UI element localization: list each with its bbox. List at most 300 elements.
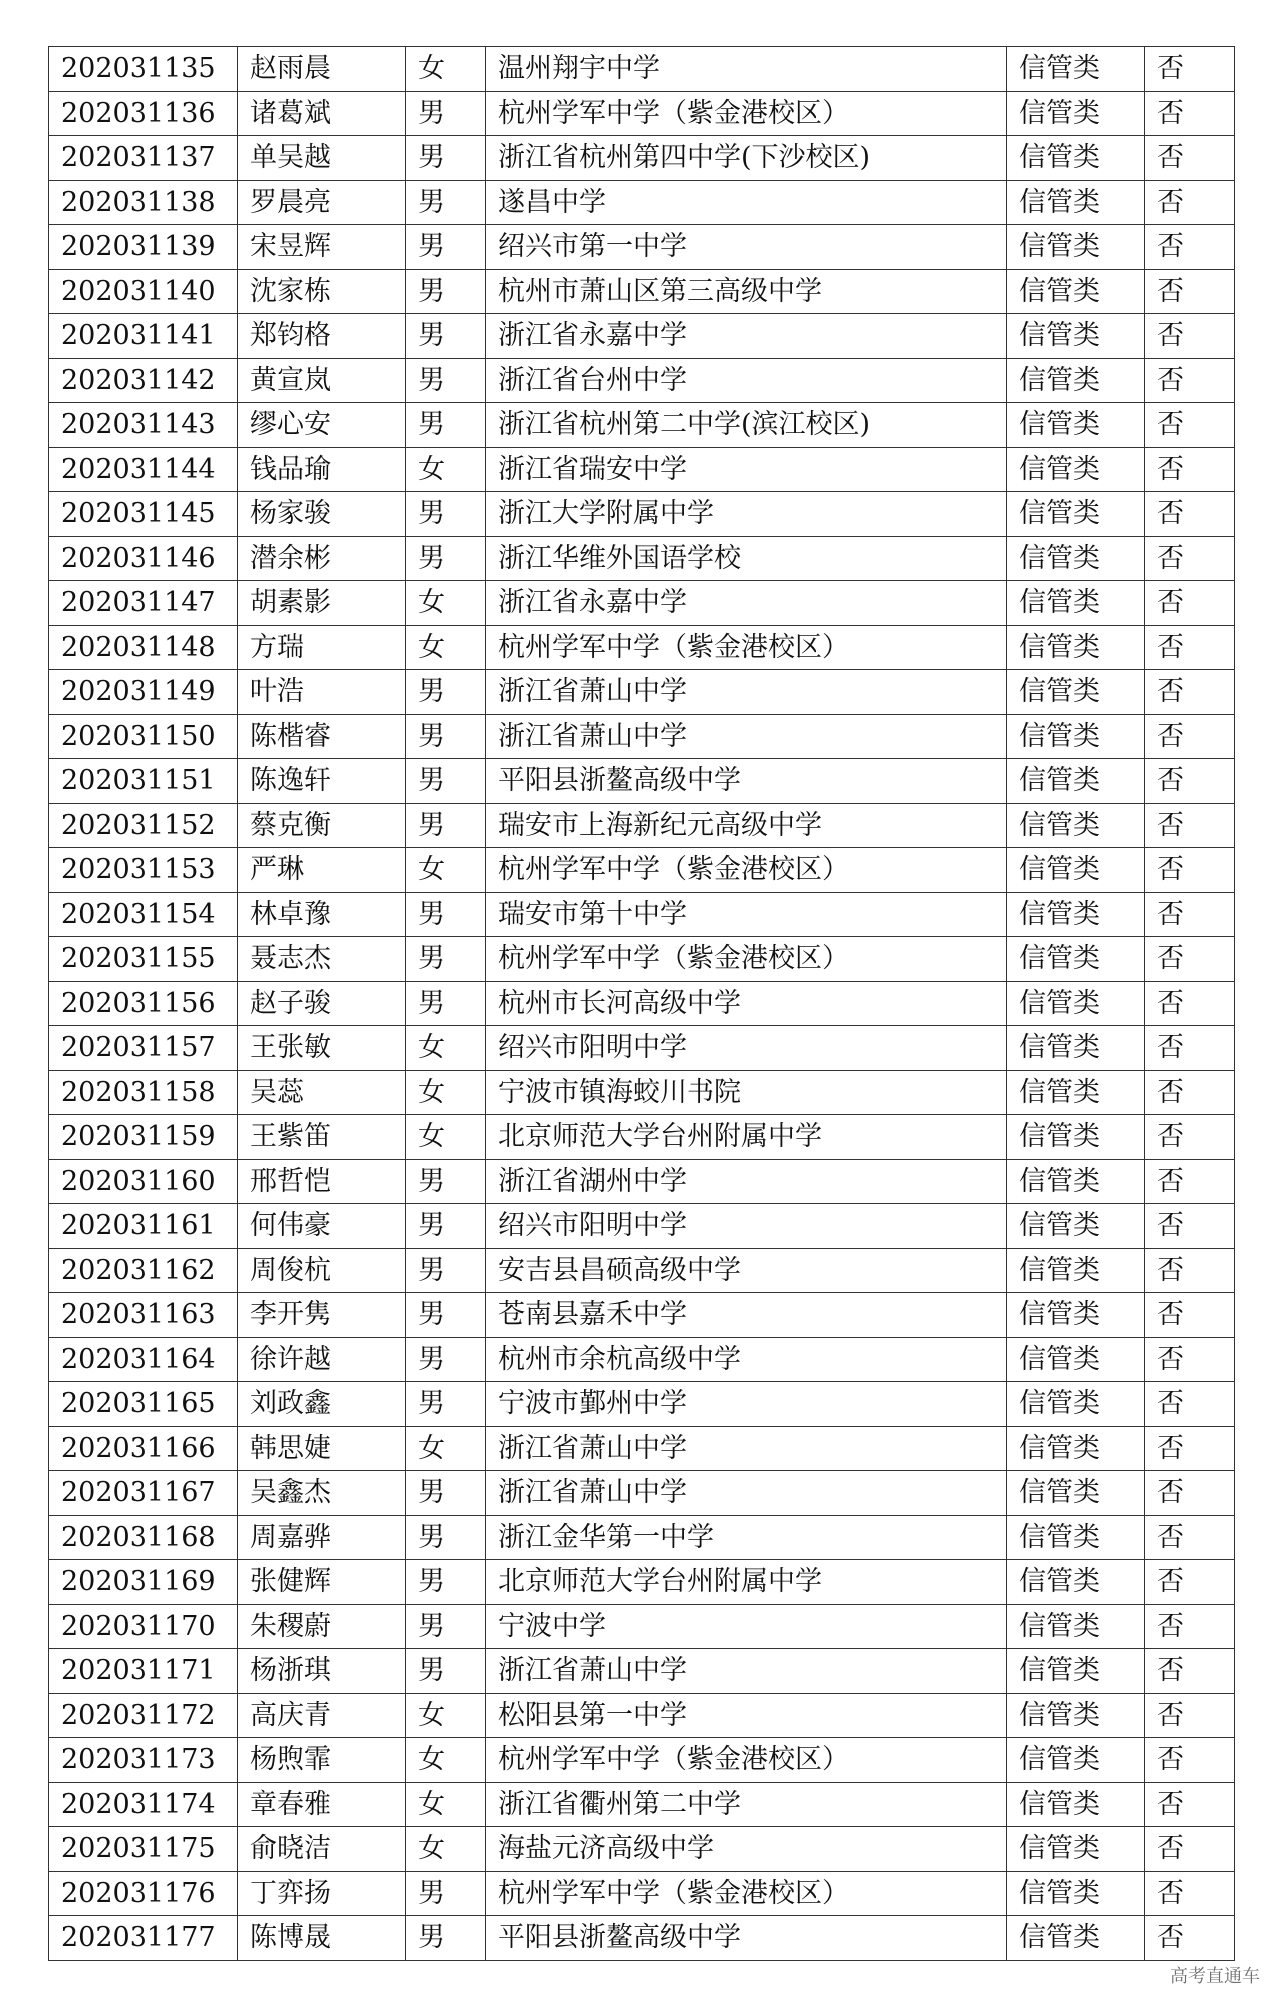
category-cell: 信管类 xyxy=(1007,937,1145,982)
category-cell: 信管类 xyxy=(1007,358,1145,403)
gender-cell: 男 xyxy=(406,1159,486,1204)
school-cell: 宁波中学 xyxy=(486,1604,1007,1649)
school-cell: 海盐元济高级中学 xyxy=(486,1827,1007,1872)
student-id-cell: 202031135 xyxy=(49,47,238,92)
school-cell: 浙江省杭州第四中学(下沙校区) xyxy=(486,136,1007,181)
flag-cell: 否 xyxy=(1145,1070,1235,1115)
gender-cell: 女 xyxy=(406,1693,486,1738)
student-id-cell: 202031139 xyxy=(49,225,238,270)
gender-cell: 男 xyxy=(406,136,486,181)
school-cell: 浙江省瑞安中学 xyxy=(486,447,1007,492)
student-id-cell: 202031172 xyxy=(49,1693,238,1738)
gender-cell: 男 xyxy=(406,1471,486,1516)
category-cell: 信管类 xyxy=(1007,536,1145,581)
student-name-cell: 杨浙琪 xyxy=(238,1649,406,1694)
flag-cell: 否 xyxy=(1145,1782,1235,1827)
flag-cell: 否 xyxy=(1145,714,1235,759)
table-row xyxy=(49,1782,1235,1827)
gender-cell: 女 xyxy=(406,1782,486,1827)
student-id-cell: 202031154 xyxy=(49,892,238,937)
gender-cell: 女 xyxy=(406,1426,486,1471)
school-cell: 瑞安市第十中学 xyxy=(486,892,1007,937)
student-id-cell: 202031141 xyxy=(49,314,238,359)
category-cell: 信管类 xyxy=(1007,136,1145,181)
table-row xyxy=(49,1827,1235,1872)
gender-cell: 男 xyxy=(406,492,486,537)
student-id-cell: 202031152 xyxy=(49,803,238,848)
student-name-cell: 朱稷蔚 xyxy=(238,1604,406,1649)
gender-cell: 男 xyxy=(406,1649,486,1694)
student-name-cell: 郑钧格 xyxy=(238,314,406,359)
gender-cell: 男 xyxy=(406,314,486,359)
school-cell: 浙江省萧山中学 xyxy=(486,1426,1007,1471)
table-row xyxy=(49,625,1235,670)
table-row xyxy=(49,1204,1235,1249)
student-id-cell: 202031146 xyxy=(49,536,238,581)
student-name-cell: 缪心安 xyxy=(238,403,406,448)
student-id-cell: 202031173 xyxy=(49,1738,238,1783)
category-cell: 信管类 xyxy=(1007,1204,1145,1249)
gender-cell: 男 xyxy=(406,1248,486,1293)
student-name-cell: 林卓豫 xyxy=(238,892,406,937)
student-name-cell: 吴鑫杰 xyxy=(238,1471,406,1516)
school-cell: 浙江省萧山中学 xyxy=(486,670,1007,715)
table-row xyxy=(49,1560,1235,1605)
flag-cell: 否 xyxy=(1145,358,1235,403)
category-cell: 信管类 xyxy=(1007,1471,1145,1516)
table-row xyxy=(49,225,1235,270)
category-cell: 信管类 xyxy=(1007,403,1145,448)
student-id-cell: 202031155 xyxy=(49,937,238,982)
table-row xyxy=(49,848,1235,893)
school-cell: 温州翔宇中学 xyxy=(486,47,1007,92)
school-cell: 浙江省萧山中学 xyxy=(486,1649,1007,1694)
gender-cell: 男 xyxy=(406,892,486,937)
table-row xyxy=(49,892,1235,937)
gender-cell: 女 xyxy=(406,47,486,92)
gender-cell: 女 xyxy=(406,625,486,670)
student-name-cell: 邢哲恺 xyxy=(238,1159,406,1204)
category-cell: 信管类 xyxy=(1007,892,1145,937)
school-cell: 杭州市长河高级中学 xyxy=(486,981,1007,1026)
table-row xyxy=(49,447,1235,492)
gender-cell: 男 xyxy=(406,91,486,136)
table-row xyxy=(49,1337,1235,1382)
flag-cell: 否 xyxy=(1145,536,1235,581)
flag-cell: 否 xyxy=(1145,625,1235,670)
student-name-cell: 王张敏 xyxy=(238,1026,406,1071)
student-id-cell: 202031144 xyxy=(49,447,238,492)
student-name-cell: 宋昱辉 xyxy=(238,225,406,270)
gender-cell: 女 xyxy=(406,447,486,492)
gender-cell: 男 xyxy=(406,714,486,759)
school-cell: 绍兴市阳明中学 xyxy=(486,1204,1007,1249)
gender-cell: 女 xyxy=(406,1070,486,1115)
flag-cell: 否 xyxy=(1145,1827,1235,1872)
student-id-cell: 202031169 xyxy=(49,1560,238,1605)
student-id-cell: 202031150 xyxy=(49,714,238,759)
school-cell: 浙江省永嘉中学 xyxy=(486,581,1007,626)
table-row xyxy=(49,1070,1235,1115)
gender-cell: 男 xyxy=(406,269,486,314)
gender-cell: 男 xyxy=(406,1916,486,1961)
student-id-cell: 202031163 xyxy=(49,1293,238,1338)
student-id-cell: 202031149 xyxy=(49,670,238,715)
student-id-cell: 202031140 xyxy=(49,269,238,314)
student-id-cell: 202031165 xyxy=(49,1382,238,1427)
student-id-cell: 202031170 xyxy=(49,1604,238,1649)
category-cell: 信管类 xyxy=(1007,1604,1145,1649)
student-name-cell: 蔡克衡 xyxy=(238,803,406,848)
student-name-cell: 黄宣岚 xyxy=(238,358,406,403)
flag-cell: 否 xyxy=(1145,91,1235,136)
flag-cell: 否 xyxy=(1145,1382,1235,1427)
student-name-cell: 俞晓洁 xyxy=(238,1827,406,1872)
student-name-cell: 刘政鑫 xyxy=(238,1382,406,1427)
flag-cell: 否 xyxy=(1145,1738,1235,1783)
category-cell: 信管类 xyxy=(1007,47,1145,92)
category-cell: 信管类 xyxy=(1007,1115,1145,1160)
category-cell: 信管类 xyxy=(1007,180,1145,225)
category-cell: 信管类 xyxy=(1007,91,1145,136)
table-row xyxy=(49,1649,1235,1694)
student-name-cell: 叶浩 xyxy=(238,670,406,715)
student-name-cell: 丁弈扬 xyxy=(238,1871,406,1916)
flag-cell: 否 xyxy=(1145,180,1235,225)
table-row xyxy=(49,536,1235,581)
category-cell: 信管类 xyxy=(1007,225,1145,270)
school-cell: 浙江省衢州第二中学 xyxy=(486,1782,1007,1827)
table-row xyxy=(49,1515,1235,1560)
student-name-cell: 诸葛斌 xyxy=(238,91,406,136)
table-row xyxy=(49,1026,1235,1071)
school-cell: 浙江华维外国语学校 xyxy=(486,536,1007,581)
category-cell: 信管类 xyxy=(1007,625,1145,670)
student-id-cell: 202031153 xyxy=(49,848,238,893)
gender-cell: 女 xyxy=(406,848,486,893)
student-id-cell: 202031137 xyxy=(49,136,238,181)
flag-cell: 否 xyxy=(1145,1293,1235,1338)
school-cell: 绍兴市第一中学 xyxy=(486,225,1007,270)
student-name-cell: 高庆青 xyxy=(238,1693,406,1738)
student-name-cell: 沈家栋 xyxy=(238,269,406,314)
flag-cell: 否 xyxy=(1145,1204,1235,1249)
category-cell: 信管类 xyxy=(1007,447,1145,492)
gender-cell: 男 xyxy=(406,1560,486,1605)
school-cell: 松阳县第一中学 xyxy=(486,1693,1007,1738)
school-cell: 浙江省湖州中学 xyxy=(486,1159,1007,1204)
gender-cell: 男 xyxy=(406,1604,486,1649)
student-id-cell: 202031167 xyxy=(49,1471,238,1516)
school-cell: 杭州市萧山区第三高级中学 xyxy=(486,269,1007,314)
student-name-cell: 周俊杭 xyxy=(238,1248,406,1293)
student-id-cell: 202031161 xyxy=(49,1204,238,1249)
category-cell: 信管类 xyxy=(1007,1293,1145,1338)
flag-cell: 否 xyxy=(1145,1248,1235,1293)
flag-cell: 否 xyxy=(1145,1115,1235,1160)
table-row xyxy=(49,1159,1235,1204)
flag-cell: 否 xyxy=(1145,492,1235,537)
table-row xyxy=(49,1115,1235,1160)
table-row xyxy=(49,1693,1235,1738)
gender-cell: 男 xyxy=(406,1204,486,1249)
student-name-cell: 胡素影 xyxy=(238,581,406,626)
table-row xyxy=(49,47,1235,92)
school-cell: 杭州市余杭高级中学 xyxy=(486,1337,1007,1382)
table-row xyxy=(49,403,1235,448)
school-cell: 遂昌中学 xyxy=(486,180,1007,225)
category-cell: 信管类 xyxy=(1007,981,1145,1026)
student-name-cell: 何伟豪 xyxy=(238,1204,406,1249)
category-cell: 信管类 xyxy=(1007,714,1145,759)
gender-cell: 男 xyxy=(406,759,486,804)
flag-cell: 否 xyxy=(1145,447,1235,492)
student-name-cell: 徐许越 xyxy=(238,1337,406,1382)
flag-cell: 否 xyxy=(1145,981,1235,1026)
flag-cell: 否 xyxy=(1145,581,1235,626)
table-row xyxy=(49,1738,1235,1783)
table-row xyxy=(49,670,1235,715)
table-row xyxy=(49,180,1235,225)
flag-cell: 否 xyxy=(1145,1871,1235,1916)
category-cell: 信管类 xyxy=(1007,1916,1145,1961)
table-row xyxy=(49,1916,1235,1961)
flag-cell: 否 xyxy=(1145,759,1235,804)
student-name-cell: 李开隽 xyxy=(238,1293,406,1338)
table-row xyxy=(49,803,1235,848)
school-cell: 浙江金华第一中学 xyxy=(486,1515,1007,1560)
student-id-cell: 202031151 xyxy=(49,759,238,804)
student-id-cell: 202031136 xyxy=(49,91,238,136)
table-row xyxy=(49,937,1235,982)
school-cell: 杭州学军中学（紫金港校区） xyxy=(486,848,1007,893)
school-cell: 杭州学军中学（紫金港校区） xyxy=(486,1871,1007,1916)
table-row xyxy=(49,358,1235,403)
student-id-cell: 202031156 xyxy=(49,981,238,1026)
school-cell: 浙江大学附属中学 xyxy=(486,492,1007,537)
student-roster-table xyxy=(48,46,1235,1961)
student-name-cell: 杨家骏 xyxy=(238,492,406,537)
student-id-cell: 202031142 xyxy=(49,358,238,403)
category-cell: 信管类 xyxy=(1007,1159,1145,1204)
flag-cell: 否 xyxy=(1145,1693,1235,1738)
student-name-cell: 聂志杰 xyxy=(238,937,406,982)
school-cell: 北京师范大学台州附属中学 xyxy=(486,1560,1007,1605)
category-cell: 信管类 xyxy=(1007,1871,1145,1916)
gender-cell: 男 xyxy=(406,981,486,1026)
category-cell: 信管类 xyxy=(1007,269,1145,314)
gender-cell: 男 xyxy=(406,803,486,848)
table-row xyxy=(49,269,1235,314)
student-id-cell: 202031177 xyxy=(49,1916,238,1961)
student-name-cell: 陈楷睿 xyxy=(238,714,406,759)
table-row xyxy=(49,1471,1235,1516)
flag-cell: 否 xyxy=(1145,1515,1235,1560)
category-cell: 信管类 xyxy=(1007,1426,1145,1471)
flag-cell: 否 xyxy=(1145,314,1235,359)
gender-cell: 女 xyxy=(406,1827,486,1872)
flag-cell: 否 xyxy=(1145,1159,1235,1204)
flag-cell: 否 xyxy=(1145,892,1235,937)
gender-cell: 男 xyxy=(406,937,486,982)
student-name-cell: 单吴越 xyxy=(238,136,406,181)
student-id-cell: 202031148 xyxy=(49,625,238,670)
category-cell: 信管类 xyxy=(1007,670,1145,715)
school-cell: 杭州学军中学（紫金港校区） xyxy=(486,625,1007,670)
table-row xyxy=(49,1293,1235,1338)
watermark-logo-text: 高考直通车 xyxy=(1170,1966,1260,1987)
student-name-cell: 张健辉 xyxy=(238,1560,406,1605)
category-cell: 信管类 xyxy=(1007,581,1145,626)
table-row xyxy=(49,759,1235,804)
flag-cell: 否 xyxy=(1145,937,1235,982)
student-id-cell: 202031158 xyxy=(49,1070,238,1115)
flag-cell: 否 xyxy=(1145,1604,1235,1649)
student-id-cell: 202031143 xyxy=(49,403,238,448)
category-cell: 信管类 xyxy=(1007,803,1145,848)
student-name-cell: 陈逸轩 xyxy=(238,759,406,804)
student-name-cell: 钱品瑜 xyxy=(238,447,406,492)
table-row xyxy=(49,581,1235,626)
gender-cell: 女 xyxy=(406,1026,486,1071)
school-cell: 平阳县浙鳌高级中学 xyxy=(486,1916,1007,1961)
flag-cell: 否 xyxy=(1145,670,1235,715)
school-cell: 浙江省永嘉中学 xyxy=(486,314,1007,359)
student-id-cell: 202031138 xyxy=(49,180,238,225)
school-cell: 宁波市镇海蛟川书院 xyxy=(486,1070,1007,1115)
category-cell: 信管类 xyxy=(1007,1560,1145,1605)
gender-cell: 男 xyxy=(406,1337,486,1382)
student-id-cell: 202031160 xyxy=(49,1159,238,1204)
category-cell: 信管类 xyxy=(1007,1649,1145,1694)
student-name-cell: 王紫笛 xyxy=(238,1115,406,1160)
flag-cell: 否 xyxy=(1145,403,1235,448)
gender-cell: 男 xyxy=(406,1293,486,1338)
flag-cell: 否 xyxy=(1145,1026,1235,1071)
roster-body xyxy=(49,47,1235,1961)
school-cell: 杭州学军中学（紫金港校区） xyxy=(486,937,1007,982)
school-cell: 安吉县昌硕高级中学 xyxy=(486,1248,1007,1293)
student-id-cell: 202031175 xyxy=(49,1827,238,1872)
flag-cell: 否 xyxy=(1145,848,1235,893)
table-row xyxy=(49,492,1235,537)
student-id-cell: 202031147 xyxy=(49,581,238,626)
flag-cell: 否 xyxy=(1145,1649,1235,1694)
school-cell: 浙江省杭州第二中学(滨江校区) xyxy=(486,403,1007,448)
student-name-cell: 赵子骏 xyxy=(238,981,406,1026)
student-id-cell: 202031164 xyxy=(49,1337,238,1382)
flag-cell: 否 xyxy=(1145,136,1235,181)
gender-cell: 男 xyxy=(406,1382,486,1427)
flag-cell: 否 xyxy=(1145,1426,1235,1471)
school-cell: 浙江省台州中学 xyxy=(486,358,1007,403)
flag-cell: 否 xyxy=(1145,803,1235,848)
student-name-cell: 杨煦霏 xyxy=(238,1738,406,1783)
student-name-cell: 赵雨晨 xyxy=(238,47,406,92)
student-name-cell: 陈博晟 xyxy=(238,1916,406,1961)
flag-cell: 否 xyxy=(1145,225,1235,270)
school-cell: 宁波市鄞州中学 xyxy=(486,1382,1007,1427)
student-name-cell: 周嘉骅 xyxy=(238,1515,406,1560)
category-cell: 信管类 xyxy=(1007,1515,1145,1560)
category-cell: 信管类 xyxy=(1007,1026,1145,1071)
category-cell: 信管类 xyxy=(1007,848,1145,893)
category-cell: 信管类 xyxy=(1007,492,1145,537)
table-row xyxy=(49,1604,1235,1649)
student-id-cell: 202031171 xyxy=(49,1649,238,1694)
gender-cell: 男 xyxy=(406,225,486,270)
school-cell: 浙江省萧山中学 xyxy=(486,714,1007,759)
table-row xyxy=(49,1382,1235,1427)
category-cell: 信管类 xyxy=(1007,1382,1145,1427)
student-name-cell: 潜余彬 xyxy=(238,536,406,581)
table-row xyxy=(49,714,1235,759)
school-cell: 北京师范大学台州附属中学 xyxy=(486,1115,1007,1160)
table-row xyxy=(49,1426,1235,1471)
category-cell: 信管类 xyxy=(1007,1337,1145,1382)
student-id-cell: 202031159 xyxy=(49,1115,238,1160)
table-row xyxy=(49,1871,1235,1916)
student-id-cell: 202031157 xyxy=(49,1026,238,1071)
student-name-cell: 罗晨亮 xyxy=(238,180,406,225)
category-cell: 信管类 xyxy=(1007,759,1145,804)
flag-cell: 否 xyxy=(1145,1916,1235,1961)
category-cell: 信管类 xyxy=(1007,1738,1145,1783)
gender-cell: 男 xyxy=(406,1515,486,1560)
school-cell: 绍兴市阳明中学 xyxy=(486,1026,1007,1071)
flag-cell: 否 xyxy=(1145,47,1235,92)
school-cell: 苍南县嘉禾中学 xyxy=(486,1293,1007,1338)
flag-cell: 否 xyxy=(1145,269,1235,314)
student-id-cell: 202031168 xyxy=(49,1515,238,1560)
student-id-cell: 202031166 xyxy=(49,1426,238,1471)
student-name-cell: 韩思婕 xyxy=(238,1426,406,1471)
school-cell: 杭州学军中学（紫金港校区） xyxy=(486,1738,1007,1783)
table-row xyxy=(49,1248,1235,1293)
student-name-cell: 章春雅 xyxy=(238,1782,406,1827)
category-cell: 信管类 xyxy=(1007,1248,1145,1293)
school-cell: 浙江省萧山中学 xyxy=(486,1471,1007,1516)
flag-cell: 否 xyxy=(1145,1337,1235,1382)
gender-cell: 男 xyxy=(406,670,486,715)
category-cell: 信管类 xyxy=(1007,314,1145,359)
flag-cell: 否 xyxy=(1145,1560,1235,1605)
gender-cell: 男 xyxy=(406,180,486,225)
school-cell: 瑞安市上海新纪元高级中学 xyxy=(486,803,1007,848)
student-name-cell: 方瑞 xyxy=(238,625,406,670)
category-cell: 信管类 xyxy=(1007,1070,1145,1115)
gender-cell: 女 xyxy=(406,1115,486,1160)
gender-cell: 男 xyxy=(406,1871,486,1916)
category-cell: 信管类 xyxy=(1007,1827,1145,1872)
gender-cell: 男 xyxy=(406,536,486,581)
student-name-cell: 吴蕊 xyxy=(238,1070,406,1115)
category-cell: 信管类 xyxy=(1007,1693,1145,1738)
table-row xyxy=(49,91,1235,136)
table-row xyxy=(49,314,1235,359)
student-id-cell: 202031145 xyxy=(49,492,238,537)
gender-cell: 男 xyxy=(406,403,486,448)
flag-cell: 否 xyxy=(1145,1471,1235,1516)
category-cell: 信管类 xyxy=(1007,1782,1145,1827)
student-name-cell: 严琳 xyxy=(238,848,406,893)
student-id-cell: 202031174 xyxy=(49,1782,238,1827)
school-cell: 平阳县浙鳌高级中学 xyxy=(486,759,1007,804)
student-id-cell: 202031162 xyxy=(49,1248,238,1293)
school-cell: 杭州学军中学（紫金港校区） xyxy=(486,91,1007,136)
table-row xyxy=(49,981,1235,1026)
gender-cell: 女 xyxy=(406,581,486,626)
